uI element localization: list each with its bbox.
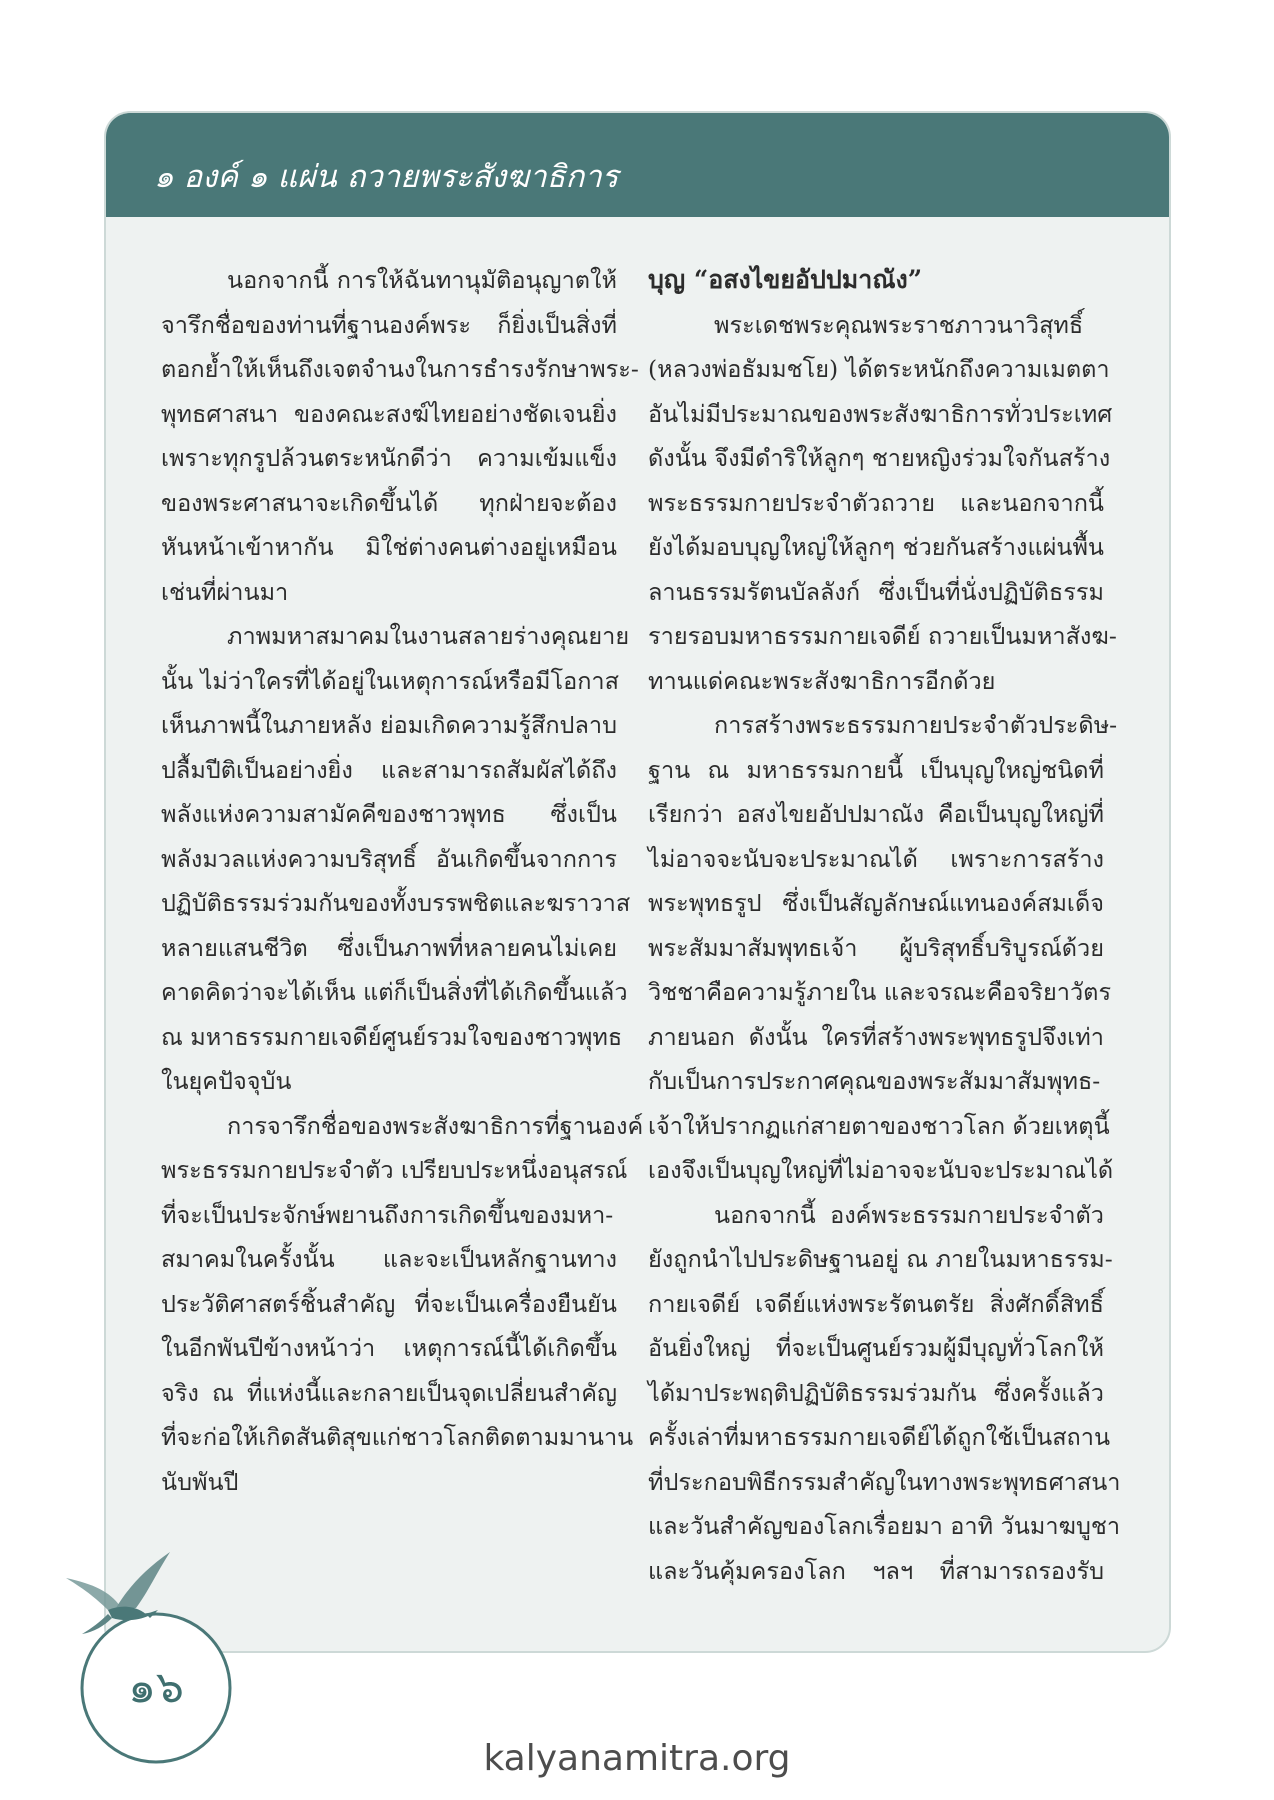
left-line: สมาคมในครั้งนั้น และจะเป็นหลักฐานทาง xyxy=(161,1245,617,1273)
left-line: นับพันปี xyxy=(161,1467,239,1496)
left-line: ในอีกพันปีข้างหน้าว่า เหตุการณ์นี้ได้เกิดขึ้น xyxy=(161,1334,617,1362)
right-line: นอกจากนี้ องค์พระธรรมกายประจำตัว xyxy=(714,1200,1104,1229)
left-line: เช่นที่ผ่านมา xyxy=(161,577,289,606)
right-line: ไม่อาจจะนับจะประมาณได้ เพราะการสร้าง xyxy=(648,844,1104,873)
left-line: นอกจากนี้ การให้ฉันทานุมัติอนุญาตให้ xyxy=(227,266,617,294)
left-line: จริง ณ ที่แห่งนี้และกลายเป็นจุดเปลี่ยนสำคัญ xyxy=(161,1378,617,1407)
right-line: กายเจดีย์ เจดีย์แห่งพระรัตนตรัย สิ่งศักดิ์สิทธิ์ xyxy=(648,1289,1104,1318)
right-line: ยังถูกนำไปประดิษฐานอยู่ ณ ภายในมหาธรรม- xyxy=(648,1245,1113,1273)
left-line: ประวัติศาสตร์ชิ้นสำคัญ ที่จะเป็นเครื่องยืนยัน xyxy=(161,1289,617,1318)
left-line: ที่จะก่อให้เกิดสันติสุขแก่ชาวโลกติดตามมานาน xyxy=(161,1423,634,1451)
left-line: ณ มหาธรรมกายเจดีย์ศูนย์รวมใจของชาวพุทธ xyxy=(161,1022,623,1051)
left-line: พลังมวลแห่งความบริสุทธิ์ อันเกิดขึ้นจากการ xyxy=(161,844,617,873)
left-line: พลังแห่งความสามัคคีของชาวพุทธ ซึ่งเป็น xyxy=(161,800,617,828)
right-line: พระพุทธรูป ซึ่งเป็นสัญลักษณ์แทนองค์สมเด็จ xyxy=(648,889,1104,917)
left-line: เพราะทุกรูปล้วนตระหนักดีว่า ความเข้มแข็ง xyxy=(161,444,617,472)
left-line: พุทธศาสนา ของคณะสงฆ์ไทยอย่างชัดเจนยิ่ง xyxy=(161,399,617,428)
right-line: ยังได้มอบบุญใหญ่ให้ลูกๆ ช่วยกันสร้างแผ่นพื้น xyxy=(648,533,1104,561)
left-line: หันหน้าเข้าหากัน มิใช่ต่างคนต่างอยู่เหมือน xyxy=(161,533,617,561)
right-line: เรียกว่า อสงไขยอัปปมาณัง คือเป็นบุญใหญ่ที่ xyxy=(648,800,1104,828)
right-line: และวันสำคัญของโลกเรื่อยมา อาทิ วันมาฆบูชา xyxy=(648,1512,1121,1540)
right-line: การสร้างพระธรรมกายประจำตัวประดิษ- xyxy=(714,711,1118,739)
right-line: และวันคุ้มครองโลก ฯลฯ ที่สามารถรองรับ xyxy=(648,1556,1104,1585)
page-number: ๑๖ xyxy=(128,1662,184,1713)
left-line: การจารึกชื่อของพระสังฆาธิการที่ฐานองค์ xyxy=(227,1111,644,1140)
left-line: ปลื้มปีติเป็นอย่างยิ่ง และสามารถสัมผัสได้ถึง xyxy=(161,755,617,784)
right-line: ฐาน ณ มหาธรรมกายนี้ เป็นบุญใหญ่ชนิดที่ xyxy=(648,755,1104,784)
bird-icon xyxy=(58,1548,178,1663)
section-heading: บุญ “อสงไขยอัปปมาณัง” xyxy=(648,265,923,294)
right-column xyxy=(648,258,1121,1593)
right-line: ดังนั้น จึงมีดำริให้ลูกๆ ชายหญิงร่วมใจกันสร้าง xyxy=(648,444,1111,472)
right-line: อันยิ่งใหญ่ ที่จะเป็นศูนย์รวมผู้มีบุญทั่วโลกให้ xyxy=(648,1334,1104,1362)
left-line: คาดคิดว่าจะได้เห็น แต่ก็เป็นสิ่งที่ได้เกิดขึ้นแล้ว xyxy=(161,978,628,1006)
header-bar xyxy=(106,113,1169,217)
left-line: ที่จะเป็นประจักษ์พยานถึงการเกิดขึ้นของมหา- xyxy=(161,1200,614,1229)
right-line: รายรอบมหาธรรมกายเจดีย์ ถวายเป็นมหาสังฆ- xyxy=(648,622,1117,650)
left-line: ปฏิบัติธรรมร่วมกันของทั้งบรรพชิตและฆราวาส xyxy=(161,889,631,917)
right-line: วิชชาคือความรู้ภายใน และจรณะคือจริยาวัตร xyxy=(648,978,1112,1006)
right-line: ที่ประกอบพิธีกรรมสำคัญในทางพระพุทธศาสนา xyxy=(648,1467,1121,1496)
right-line: เจ้าให้ปรากฏแก่สายตาของชาวโลก ด้วยเหตุนี้ xyxy=(648,1111,1110,1140)
left-line: ของพระศาสนาจะเกิดขึ้นได้ ทุกฝ่ายจะต้อง xyxy=(161,488,617,517)
right-line: เองจึงเป็นบุญใหญ่ที่ไม่อาจจะนับจะประมาณได้ xyxy=(648,1156,1114,1184)
header-title: ๑ องค์ ๑ แผ่น ถวายพระสังฆาธิการ xyxy=(154,159,619,195)
left-line: หลายแสนชีวิต ซึ่งเป็นภาพที่หลายคนไม่เคย xyxy=(161,933,617,962)
right-line: พระสัมมาสัมพุทธเจ้า ผู้บริสุทธิ์บริบูรณ์ด้วย xyxy=(648,933,1104,962)
footer-url: kalyanamitra.org xyxy=(483,1738,791,1779)
left-line: จารึกชื่อของท่านที่ฐานองค์พระ ก็ยิ่งเป็นสิ่งที่ xyxy=(161,310,617,339)
left-line: เห็นภาพนี้ในภายหลัง ย่อมเกิดความรู้สึกปลาบ xyxy=(161,711,617,739)
left-line: ในยุคปัจจุบัน xyxy=(161,1067,292,1095)
left-line: ตอกย้ำให้เห็นถึงเจตจำนงในการธำรงรักษาพระ- xyxy=(161,355,639,383)
right-line: พระเดชพระคุณพระราชภาวนาวิสุทธิ์ xyxy=(714,310,1084,339)
right-line: อันไม่มีประมาณของพระสังฆาธิการทั่วประเทศ xyxy=(648,399,1113,428)
left-line: นั้น ไม่ว่าใครที่ได้อยู่ในเหตุการณ์หรือมีโอกาส xyxy=(161,666,619,695)
right-line: ครั้งเล่าที่มหาธรรมกายเจดีย์ได้ถูกใช้เป็นสถาน xyxy=(648,1423,1111,1451)
right-line: ภายนอก ดังนั้น ใครที่สร้างพระพุทธรูปจึงเท่า xyxy=(648,1022,1104,1051)
right-line: พระธรรมกายประจำตัวถวาย และนอกจากนี้ xyxy=(648,488,1104,517)
left-line: ภาพมหาสมาคมในงานสลายร่างคุณยาย xyxy=(227,622,630,650)
left-line: พระธรรมกายประจำตัว เปรียบประหนึ่งอนุสรณ์ xyxy=(161,1156,628,1184)
right-line: ทานแด่คณะพระสังฆาธิการอีกด้วย xyxy=(648,666,996,695)
right-line: กับเป็นการประกาศคุณของพระสัมมาสัมพุทธ- xyxy=(648,1067,1101,1095)
right-line: ได้มาประพฤติปฏิบัติธรรมร่วมกัน ซึ่งครั้งแล้ว xyxy=(648,1378,1104,1407)
right-line: (หลวงพ่อธัมมชโย) ได้ตระหนักถึงความเมตตา xyxy=(648,355,1110,383)
right-line: ลานธรรมรัตนบัลลังก์ ซึ่งเป็นที่นั่งปฏิบัติธรรม xyxy=(648,577,1104,606)
left-column xyxy=(161,258,644,1504)
